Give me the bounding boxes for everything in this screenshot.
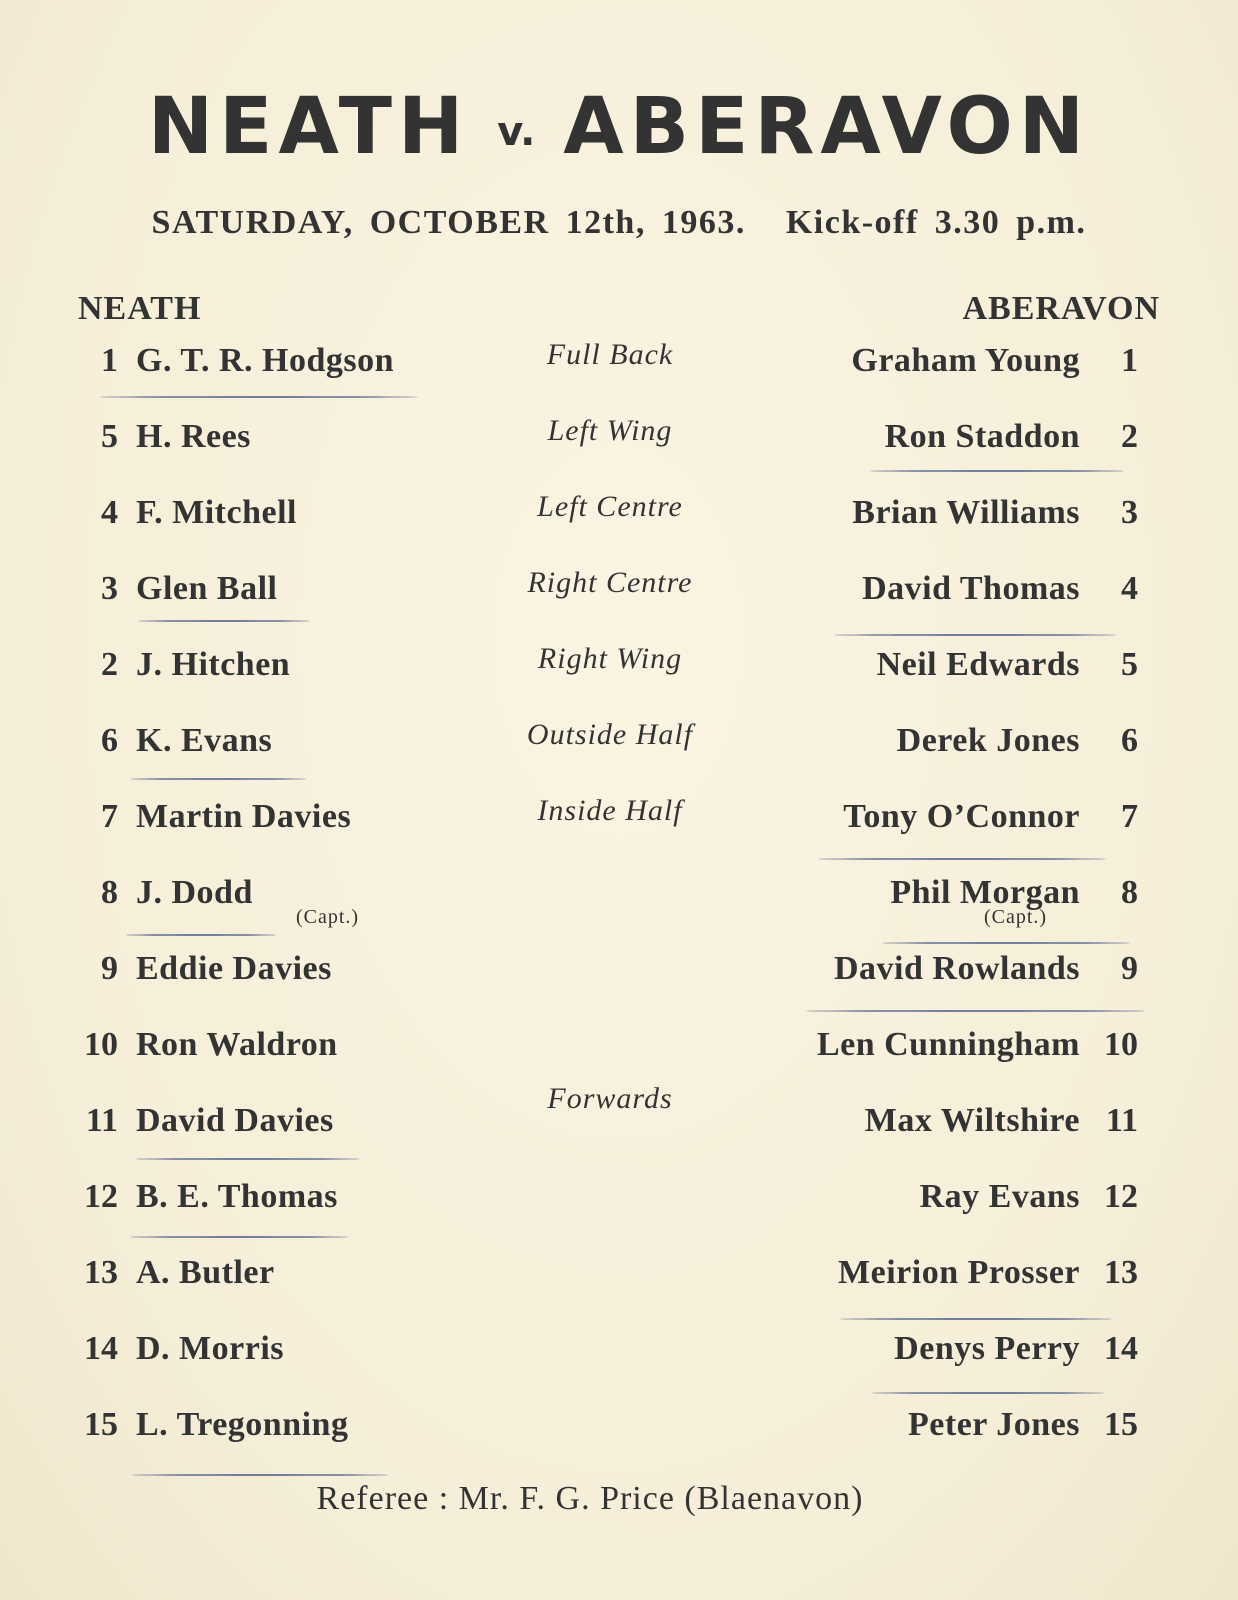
- home-player-name: J. Dodd: [136, 874, 253, 911]
- home-player-number: 7: [101, 798, 118, 835]
- lineup-row: [0, 794, 1238, 858]
- forwards-label: Forwards: [547, 1082, 673, 1115]
- versus-label: v.: [497, 108, 536, 155]
- home-player-number: 14: [84, 1330, 118, 1367]
- home-player-name: F. Mitchell: [136, 494, 297, 531]
- pen-underline: [130, 778, 306, 780]
- pen-underline: [870, 470, 1124, 472]
- pen-underline: [138, 620, 310, 622]
- away-player-number: 1: [1121, 342, 1138, 379]
- position-label: Inside Half: [537, 794, 683, 827]
- lineup-row: [0, 414, 1238, 478]
- position-label: Left Centre: [537, 490, 683, 523]
- position-label: Outside Half: [526, 718, 694, 751]
- away-player-name: David Rowlands: [833, 950, 1080, 987]
- lineup-row: [0, 1026, 1238, 1086]
- away-player-number: 10: [1104, 1026, 1138, 1063]
- referee-line: Referee : Mr. F. G. Price (Blaenavon): [316, 1480, 864, 1517]
- away-player-name: Ron Staddon: [884, 418, 1080, 455]
- home-player-name: G. T. R. Hodgson: [136, 342, 395, 379]
- home-player-number: 9: [101, 950, 118, 987]
- away-player-number: 12: [1104, 1178, 1138, 1215]
- away-player-name: Tony O’Connor: [843, 798, 1080, 835]
- away-player-name: Derek Jones: [896, 722, 1080, 759]
- pen-underline: [130, 1236, 348, 1238]
- away-player-number: 9: [1121, 950, 1138, 987]
- pen-underline: [818, 858, 1106, 860]
- home-player-number: 2: [101, 646, 118, 683]
- match-date-line: [0, 204, 1238, 242]
- lineup-row: [0, 1406, 1238, 1466]
- home-player-number: 8: [101, 874, 118, 911]
- pen-underline: [126, 934, 276, 936]
- home-player-name: David Davies: [136, 1102, 334, 1139]
- away-player-name: Meirion Prosser: [838, 1254, 1080, 1291]
- position-label: Right Wing: [537, 642, 683, 675]
- away-team-heading: ABERAVON: [962, 290, 1160, 327]
- home-player-number: 3: [101, 570, 118, 607]
- home-player-name: K. Evans: [136, 722, 273, 759]
- pen-underline: [872, 1392, 1104, 1394]
- home-player-number: 11: [85, 1102, 118, 1139]
- home-player-number: 6: [101, 722, 118, 759]
- pen-underline: [100, 396, 418, 398]
- away-player-name: Max Wiltshire: [864, 1102, 1080, 1139]
- home-team-heading: NEATH: [78, 290, 202, 327]
- lineup-row: [0, 642, 1238, 706]
- away-player-number: 5: [1121, 646, 1138, 683]
- away-player-number: 8: [1121, 874, 1138, 911]
- home-player-number: 12: [84, 1178, 118, 1215]
- position-label: Right Centre: [527, 566, 693, 599]
- home-player-name: A. Butler: [136, 1254, 275, 1291]
- home-player-number: 5: [101, 418, 118, 455]
- lineup-row: [0, 1330, 1238, 1390]
- home-team-title: NEATH: [147, 82, 470, 172]
- lineup-row: [0, 490, 1238, 554]
- lineup-row: [0, 1178, 1238, 1238]
- away-player-number: 11: [1105, 1102, 1138, 1139]
- home-player-name: H. Rees: [136, 418, 251, 455]
- away-player-name: Denys Perry: [894, 1330, 1080, 1367]
- away-player-number: 15: [1104, 1406, 1138, 1443]
- lineup-row: [0, 1254, 1238, 1314]
- lineup-row: [0, 874, 1238, 934]
- away-player-name: Phil Morgan: [890, 874, 1080, 911]
- away-player-name: Peter Jones: [908, 1406, 1080, 1443]
- home-player-number: 15: [84, 1406, 118, 1443]
- away-player-number: 13: [1104, 1254, 1138, 1291]
- home-captain-note: (Capt.): [296, 906, 360, 928]
- home-player-number: 10: [84, 1026, 118, 1063]
- away-player-number: 7: [1121, 798, 1138, 835]
- lineup-row: [0, 950, 1238, 1010]
- pen-underline: [132, 1474, 388, 1476]
- home-player-number: 4: [101, 494, 118, 531]
- home-player-number: 13: [84, 1254, 118, 1291]
- away-player-number: 4: [1121, 570, 1138, 607]
- away-captain-note: (Capt.): [984, 906, 1048, 928]
- home-player-name: Ron Waldron: [136, 1026, 338, 1063]
- home-player-number: 1: [101, 342, 118, 379]
- away-player-name: Neil Edwards: [876, 646, 1080, 683]
- home-player-name: B. E. Thomas: [136, 1178, 338, 1215]
- pen-underline: [840, 1318, 1112, 1320]
- pen-underline: [806, 1010, 1146, 1012]
- lineup-row: [0, 718, 1238, 782]
- home-player-name: J. Hitchen: [136, 646, 291, 683]
- position-label: Full Back: [546, 338, 674, 371]
- kickoff-time: Kick-off 3.30 p.m.: [785, 204, 1087, 241]
- pen-underline: [834, 634, 1116, 636]
- home-player-name: Martin Davies: [136, 798, 352, 835]
- home-player-name: D. Morris: [136, 1330, 285, 1367]
- pen-underline: [882, 942, 1130, 944]
- home-player-name: Eddie Davies: [136, 950, 332, 987]
- away-player-name: Brian Williams: [852, 494, 1080, 531]
- home-player-name: Glen Ball: [136, 570, 278, 607]
- home-player-name: L. Tregonning: [136, 1406, 349, 1443]
- pen-underline: [136, 1158, 360, 1160]
- away-player-name: Ray Evans: [919, 1178, 1080, 1215]
- match-title: [0, 82, 1238, 172]
- away-player-number: 3: [1121, 494, 1138, 531]
- position-label: Left Wing: [547, 414, 673, 447]
- away-player-name: David Thomas: [862, 570, 1080, 607]
- away-player-name: Graham Young: [851, 342, 1080, 379]
- away-player-number: 2: [1121, 418, 1138, 455]
- away-player-number: 6: [1121, 722, 1138, 759]
- away-player-number: 14: [1104, 1330, 1138, 1367]
- away-team-title: ABERAVON: [563, 82, 1091, 172]
- match-date: SATURDAY, OCTOBER 12th, 1963.: [151, 204, 746, 241]
- lineup-row: [0, 338, 1238, 402]
- away-player-name: Len Cunningham: [816, 1026, 1080, 1063]
